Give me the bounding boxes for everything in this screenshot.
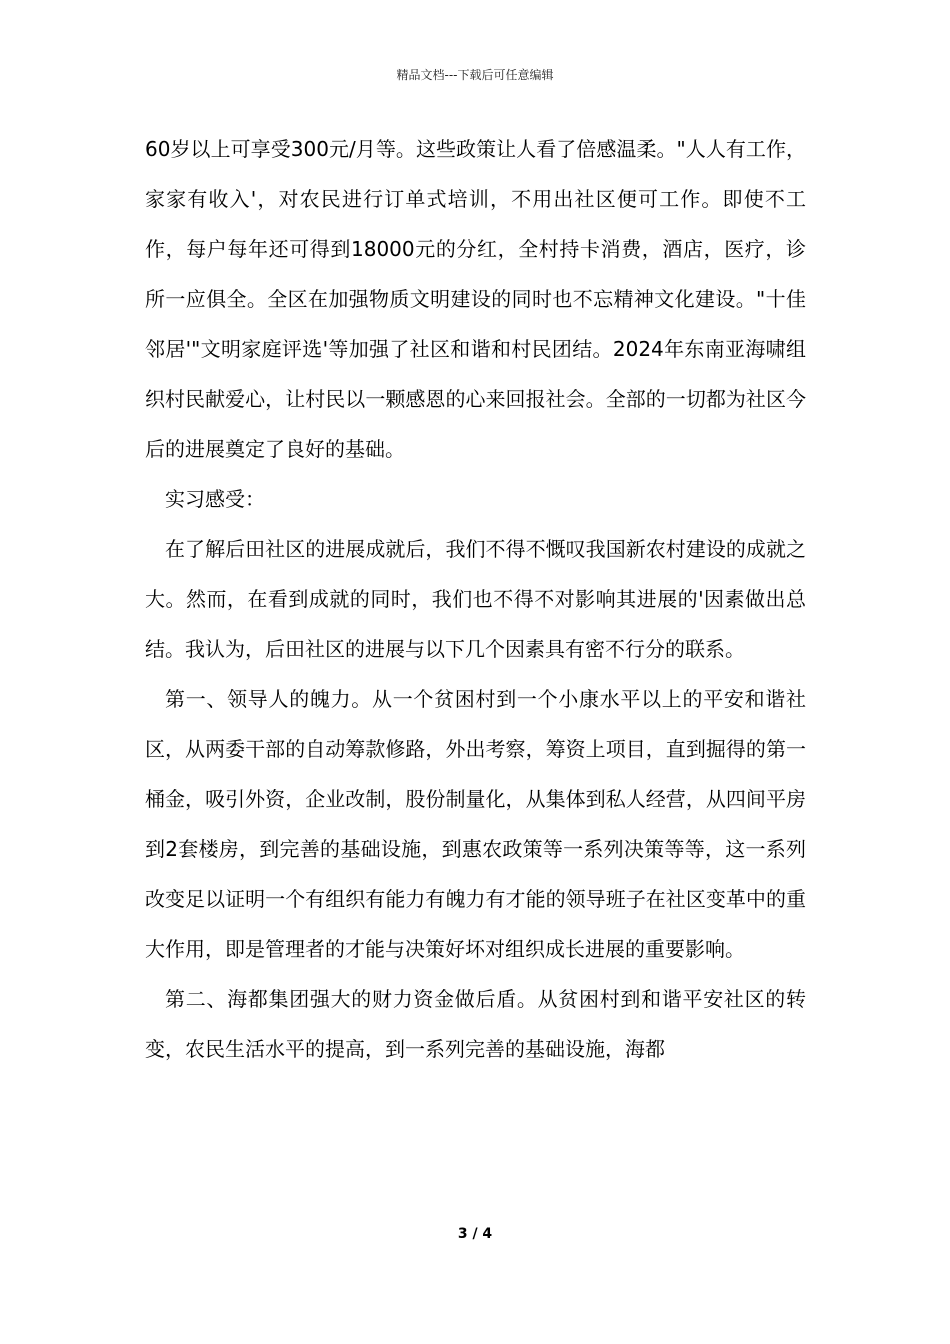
paragraph-second-funding: 第二、海都集团强大的财力资金做后盾。从贫困村到和谐平安社区的转变，农民生活水平的提高，到一系列完善的基础设施，海都	[145, 987, 806, 1061]
section-heading-internship: 实习感受：	[165, 487, 265, 511]
paragraph-first-leadership: 第一、领导人的魄力。从一个贫困村到一个小康水平以上的平安和谐社区，从两委干部的自动筹款修路，外出考察，筹资上项目，直到掘得的第一桶金，吸引外资，企业改制，股份制量化，从集体到私人经营，从四间平房到2套楼房，到完善的基础设施，到惠农政策等一系列决策等等，这一系列改变足以证明一个有组织有能力有魄力有才能的领导班子在社区变革中的重大作用，即是管理者的才能与决策好坏对组织成长进展的重要影响。	[145, 687, 806, 961]
document-body	[145, 124, 806, 1074]
paragraph-reflection: 在了解后田社区的进展成就后，我们不得不慨叹我国新农村建设的成就之大。然而，在看到成就的同时，我们也不得不对影响其进展的'因素做出总结。我认为，后田社区的进展与以下几个因素具有密不行分的联系。	[145, 537, 806, 661]
page-number: 3 / 4	[457, 1226, 493, 1242]
paragraph-policies: 60岁以上可享受300元/月等。这些政策让人看了倍感温柔。"人人有工作，家家有收入'，对农民进行订单式培训，不用出社区便可工作。即使不工作，每户每年还可得到18000元的分红，全村持卡消费，酒店，医疗，诊所一应俱全。全区在加强物质文明建设的同时也不忘精神文化建设。"十佳邻居'"文明家庭评选'等加强了社区和谐和村民团结。2024年东南亚海啸组织村民献爱心，让村民以一颗感恩的心来回报社会。全部的一切都为社区今后的进展奠定了良好的基础。	[145, 137, 806, 461]
header-note: 精品文档---下载后可任意编辑	[396, 68, 554, 82]
